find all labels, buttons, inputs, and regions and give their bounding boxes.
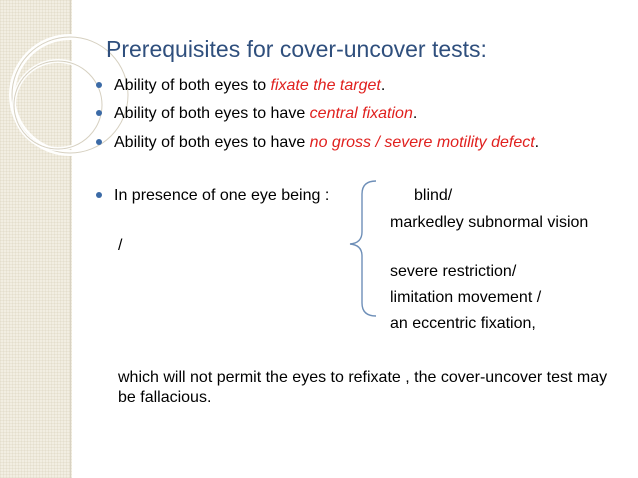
presence-lead: In presence of one eye being :: [114, 187, 330, 204]
conclusion-text: which will not permit the eyes to refixate , the cover-uncover test may be fallacious.: [118, 369, 608, 406]
option-subnormal-vision: markedley subnormal vision: [390, 214, 589, 231]
option-severe-restriction: severe restriction/: [390, 263, 517, 280]
bullet-text: Ability of both eyes to have: [114, 105, 310, 122]
option-blind: blind/: [414, 187, 453, 204]
bullet-suffix: .: [412, 105, 418, 122]
bullet-text: Ability of both eyes to have: [114, 134, 310, 151]
bullet-emphasis: central fixation: [309, 105, 413, 122]
slide-title: Prerequisites for cover-uncover tests:: [106, 36, 487, 62]
option-limitation-movement: limitation movement /: [390, 289, 542, 306]
option-eccentric-fixation: an eccentric fixation,: [390, 315, 536, 332]
bullet-suffix: .: [534, 134, 540, 151]
bullet-suffix: .: [380, 77, 386, 94]
bullet-text: Ability of both eyes to: [114, 77, 271, 94]
option-slash: /: [118, 237, 123, 254]
bullet-emphasis: no gross / severe motility defect: [309, 134, 535, 151]
bullet-emphasis: fixate the target: [270, 77, 381, 94]
